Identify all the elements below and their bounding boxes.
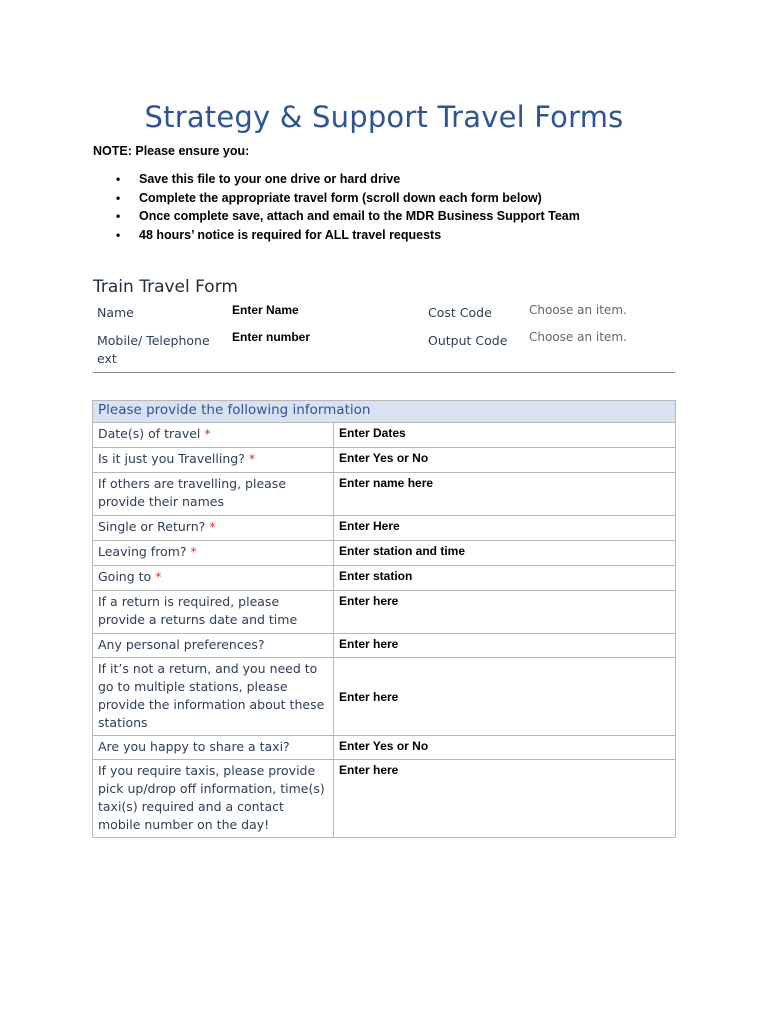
- table-row: [93, 448, 676, 473]
- question-cell: Single or Return? *: [93, 516, 334, 541]
- document-title: Strategy & Support Travel Forms: [144, 100, 624, 134]
- question-cell: If others are travelling, please provide their names: [93, 473, 334, 516]
- answer-field[interactable]: Enter here: [334, 591, 676, 634]
- question-cell: If a return is required, please provide a returns date and time: [93, 591, 334, 634]
- table-row: [93, 541, 676, 566]
- answer-field[interactable]: Enter name here: [334, 473, 676, 516]
- table-row: [93, 760, 676, 838]
- list-item: [93, 170, 580, 189]
- instruction-text: Once complete save, attach and email to the MDR Business Support Team: [139, 209, 580, 223]
- list-item: [93, 226, 580, 245]
- bullet-icon: •: [116, 190, 121, 205]
- table-row: [93, 423, 676, 448]
- output-code-label: Output Code: [428, 333, 508, 348]
- travel-info-table: [92, 400, 676, 838]
- bullet-icon: •: [116, 172, 121, 186]
- question-cell: If you require taxis, please provide pick up/drop off information, time(s) taxi(s) required and a contact mobile number on the day!: [93, 760, 334, 838]
- question-cell: Are you happy to share a taxi?: [93, 736, 334, 760]
- table-row: [93, 591, 676, 634]
- answer-field[interactable]: Enter station and time: [334, 541, 676, 566]
- answer-field[interactable]: Enter Yes or No: [334, 448, 676, 473]
- mobile-label: [97, 332, 210, 368]
- mobile-field[interactable]: Enter number: [232, 330, 311, 344]
- instruction-text: 48 hours’ notice is required for ALL travel requests: [139, 227, 442, 242]
- required-marker: *: [190, 544, 197, 559]
- required-marker: *: [248, 451, 256, 466]
- table-row: [93, 736, 676, 760]
- train-form-title: Train Travel Form: [93, 277, 238, 297]
- question-cell: Is it just you Travelling? *: [93, 448, 334, 473]
- answer-field[interactable]: Enter station: [334, 566, 676, 591]
- mobile-label-line1: Mobile/ Telephone: [97, 333, 210, 348]
- instruction-text: Complete the appropriate travel form (scroll down each form below): [139, 190, 542, 205]
- traveller-info-block: [93, 300, 675, 373]
- mobile-label-line2: ext: [97, 351, 117, 366]
- cost-code-dropdown[interactable]: Choose an item.: [529, 303, 627, 317]
- output-code-dropdown[interactable]: Choose an item.: [529, 330, 627, 344]
- answer-field[interactable]: Enter Yes or No: [334, 736, 676, 760]
- answer-field[interactable]: Enter Dates: [334, 423, 676, 448]
- question-cell: Leaving from? *: [93, 541, 334, 566]
- answer-field[interactable]: Enter Here: [334, 516, 676, 541]
- name-field[interactable]: Enter Name: [232, 303, 299, 317]
- table-row: [93, 566, 676, 591]
- required-marker: *: [155, 569, 162, 584]
- required-marker: *: [209, 519, 216, 534]
- table-row: [93, 473, 676, 516]
- table-header: Please provide the following information: [93, 401, 676, 423]
- answer-field[interactable]: Enter here: [334, 634, 676, 658]
- cost-code-label: Cost Code: [428, 305, 492, 320]
- question-cell: If it’s not a return, and you need to go to multiple stations, please provide the information about these stations: [93, 658, 334, 736]
- list-item: [93, 207, 580, 226]
- bullet-icon: •: [116, 227, 121, 242]
- table-row: [93, 658, 676, 736]
- note-heading: NOTE: Please ensure you:: [93, 144, 250, 158]
- instructions-list: [93, 170, 580, 244]
- name-label: Name: [97, 305, 134, 320]
- answer-field[interactable]: Enter here: [334, 658, 676, 736]
- required-marker: *: [204, 426, 211, 441]
- bullet-icon: •: [116, 209, 121, 223]
- question-cell: Any personal preferences?: [93, 634, 334, 658]
- table-header-row: [93, 401, 676, 423]
- list-item: [93, 189, 580, 208]
- question-cell: Going to *: [93, 566, 334, 591]
- question-cell: Date(s) of travel *: [93, 423, 334, 448]
- table-row: [93, 516, 676, 541]
- answer-field[interactable]: Enter here: [334, 760, 676, 838]
- table-row: [93, 634, 676, 658]
- instruction-text: Save this file to your one drive or hard drive: [139, 172, 401, 186]
